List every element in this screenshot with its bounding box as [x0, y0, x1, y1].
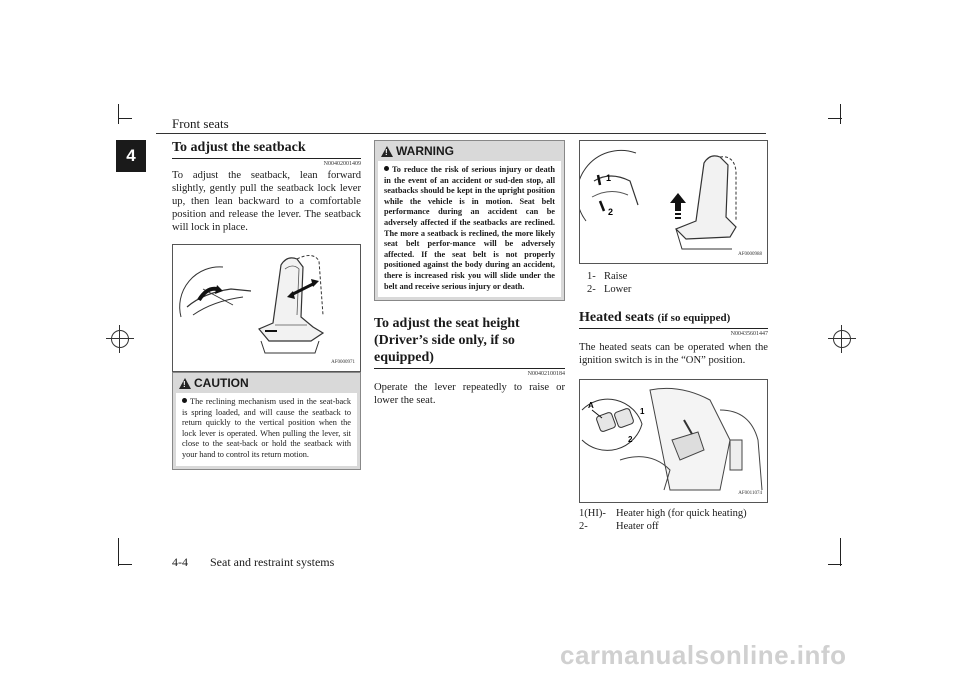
chapter-tab: 4	[116, 140, 146, 172]
figure-id: AF0000988	[738, 252, 762, 257]
seat-height-illustration	[580, 141, 767, 261]
page-number: 4-4	[172, 555, 188, 569]
column-2	[374, 140, 565, 407]
legend-key: 2-	[587, 284, 596, 295]
column-1	[172, 140, 361, 470]
legend-item	[579, 520, 768, 533]
column-3	[579, 140, 768, 533]
caution-label: CAUTION	[194, 376, 249, 390]
caution-box	[172, 372, 361, 470]
caution-body: The reclining mechanism used in the seat-back is spring loaded, and will cause the seatback to return quickly to the vertical position when the lock lever is operated. When pulling the lever, sit close to the seat-back or hold the seatback with your hand to control its return motion.	[182, 397, 351, 459]
section-body: To adjust the seatback, lean forward slightly, gently pull the seatback lock lever up, then lean backward to a comfortable position and release the lever. The seatback will lock in place.	[172, 170, 361, 233]
section-code: N00402001409	[323, 161, 361, 167]
section-body: The heated seats can be operated when the ignition switch is in the “ON” position.	[579, 342, 768, 366]
warning-triangle-icon: !	[179, 378, 191, 389]
warning-body: To reduce the risk of serious injury or death in the event of an accident or sud-den stop, all seatbacks should be kept in the upright position while the vehicle is in motion. Seat belt performance during an accident can be adversely affected if the seatbacks are reclined. The more a seatback is reclined, the more likely seat belt perfor-mance will be adversely affected. If the seat belt is not properly positioned against the body during an accident, there is increased risk you will slide under the belt and receive serious injury or death.	[384, 165, 555, 291]
legend-text: Lower	[604, 284, 632, 295]
section-title-seat-height: To adjust the seat height (Driver’s side only, if so equipped)	[374, 315, 565, 369]
svg-text:2: 2	[608, 207, 614, 217]
legend-seat-height	[587, 270, 768, 296]
section-code: N00435601447	[730, 331, 768, 337]
crop-mark	[828, 564, 842, 565]
warning-header	[375, 141, 564, 161]
crop-mark	[118, 118, 132, 119]
crop-mark	[840, 538, 841, 566]
heated-seats-figure	[579, 379, 768, 503]
crop-mark	[118, 538, 119, 566]
figure-id: AF0000971	[331, 360, 355, 365]
seatback-illustration	[173, 245, 360, 369]
warning-text	[378, 161, 561, 297]
svg-text:1: 1	[606, 173, 612, 183]
crop-mark	[118, 564, 132, 565]
warning-label: WARNING	[396, 144, 454, 158]
legend-text: Heater off	[616, 521, 659, 532]
warning-triangle-icon: !	[381, 146, 393, 157]
registration-mark	[111, 330, 129, 348]
seat-height-figure	[579, 140, 768, 264]
legend-key: 2-	[579, 521, 588, 532]
legend-key: 1(HI)-	[579, 508, 606, 519]
crop-mark	[828, 118, 842, 119]
crop-mark	[118, 104, 119, 124]
legend-text: Heater high (for quick heating)	[616, 508, 747, 519]
legend-heated-seats	[579, 507, 768, 533]
legend-key: 1-	[587, 271, 596, 282]
svg-text:A: A	[588, 401, 594, 410]
watermark: carmanualsonline.info	[560, 640, 847, 670]
page-footer	[172, 555, 334, 570]
legend-item	[587, 283, 768, 296]
legend-text: Raise	[604, 271, 628, 282]
heated-seats-illustration	[580, 380, 767, 500]
section-title-seatback: To adjust the seatback	[172, 140, 361, 159]
crop-mark	[840, 104, 841, 124]
heated-seats-title: Heated seats	[579, 310, 655, 325]
caution-header	[173, 373, 360, 393]
header-rule	[156, 133, 766, 134]
figure-id: AF0011074	[738, 491, 762, 496]
legend-item	[579, 507, 768, 520]
seatback-figure	[172, 244, 361, 372]
registration-mark	[833, 330, 851, 348]
heated-seats-suffix: (if so equipped)	[657, 312, 731, 324]
bullet-icon	[384, 166, 389, 171]
footer-section: Seat and restraint systems	[210, 555, 335, 569]
caution-text	[176, 393, 357, 466]
warning-box	[374, 140, 565, 301]
section-title-heated-seats	[579, 310, 768, 329]
section-body: Operate the lever repeatedly to raise or lower the seat.	[374, 382, 565, 407]
bullet-icon	[182, 398, 187, 403]
section-code: N00402100184	[527, 371, 565, 378]
page-header-title: Front seats	[172, 116, 229, 131]
legend-item	[587, 270, 768, 283]
svg-text:1: 1	[640, 407, 645, 416]
svg-text:2: 2	[628, 435, 633, 444]
